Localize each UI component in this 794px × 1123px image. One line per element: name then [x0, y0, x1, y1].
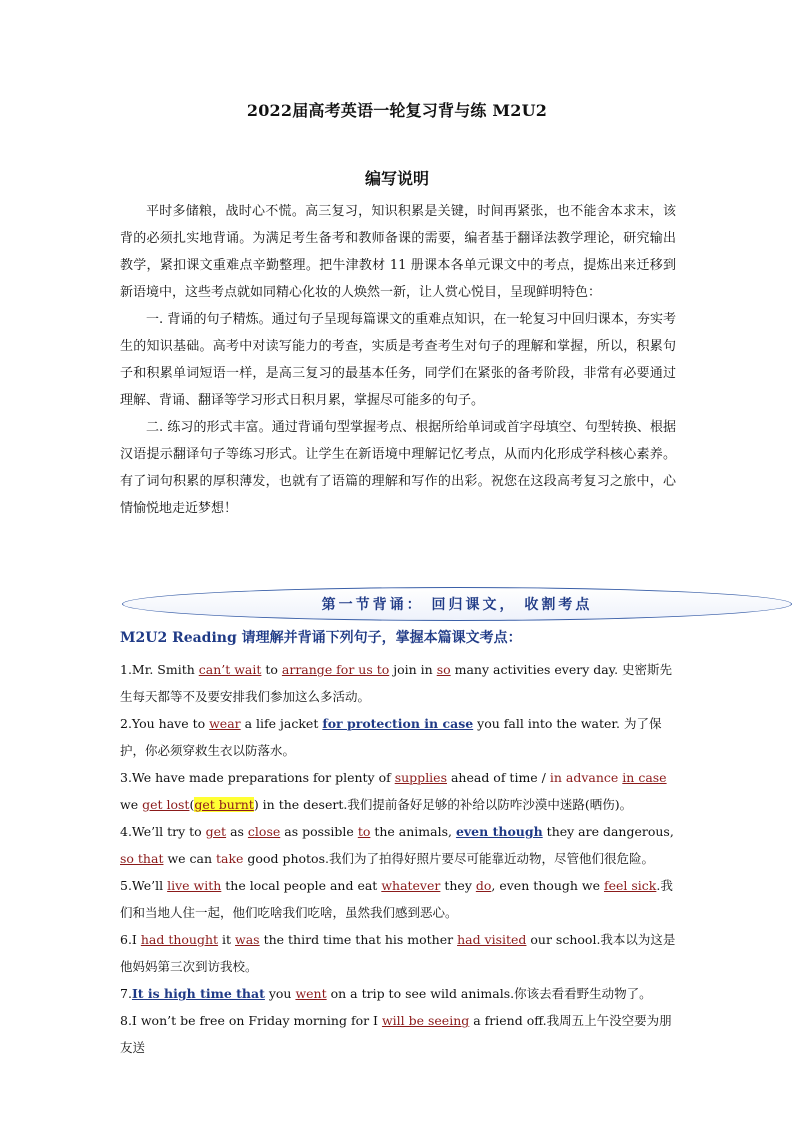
section-banner — [122, 587, 792, 621]
key-structure: even though — [455, 824, 543, 839]
document-title: 2022届高考英语一轮复习背与练 M2U2 — [246, 101, 548, 120]
sentence-text: ahead of time / — [447, 770, 550, 785]
sentence-text: you fall into the water. 为了保护，你必须穿救生衣以防落水。 — [120, 716, 662, 758]
sentence-text: , even though we — [491, 878, 604, 893]
sentence-text: .我们和当地人住一起，他们吃啥我们吃啥，虽然我们感到恶心。 — [120, 878, 673, 920]
sentence-item — [120, 818, 680, 872]
key-structure: for protection in case — [322, 716, 474, 731]
key-phrase: to — [357, 824, 371, 839]
key-phrase: arrange for us to — [281, 662, 390, 677]
sentence-text: 1.Mr. Smith — [120, 662, 199, 677]
sentence-item — [120, 656, 680, 710]
sentence-text: they — [440, 878, 476, 893]
sentence-text: the third time that his mother — [259, 932, 458, 947]
sentence-text: join in — [389, 662, 437, 677]
key-phrase: will be seeing — [381, 1013, 470, 1028]
sentence-text: as — [226, 824, 248, 839]
key-structure: It is high time that — [131, 986, 265, 1001]
document-subtitle: 编写说明 — [364, 169, 429, 188]
sentence-text: we can — [163, 851, 216, 866]
sentence-text: the animals, — [370, 824, 456, 839]
sentence-text: 2.You have to — [120, 716, 210, 731]
sentence-text: we — [120, 797, 143, 812]
key-phrase: in case — [622, 770, 667, 785]
key-phrase: live with — [167, 878, 222, 893]
sentence-item — [120, 980, 680, 1007]
sentence-text: 7. — [120, 986, 132, 1001]
sentence-text: 8.I won’t be free on Friday morning for I — [120, 1013, 382, 1028]
intro-paragraph-3: 二. 练习的形式丰富。通过背诵句型掌握考点、根据所给单词或首字母填空、句型转换、根据汉语提示翻译句子等练习形式。让学生在新语境中理解记忆考点，从而内化形成学科核心素养。有了词句积累的厚积薄发，也就有了语篇的理解和写作的出彩。祝您在这段高考复习之旅中，心情愉悦地走近梦想！ — [120, 420, 676, 516]
sentence-item — [120, 926, 680, 980]
sentence-item — [120, 1007, 680, 1061]
key-phrase: can’t wait — [198, 662, 262, 677]
sentence-text: many activities every day. 史密斯先生每天都等不及要安排我们参加这么多活动。 — [120, 662, 673, 704]
sentence-item — [120, 764, 680, 818]
sentence-text: on a trip to see wild animals.你该去看看野生动物了。 — [326, 986, 652, 1001]
intro-section — [120, 198, 676, 522]
key-phrase: get — [205, 824, 227, 839]
section-banner-label: 第一节背诵： 回归课文， 收割考点 — [321, 597, 593, 613]
sentence-text: 5.We’ll — [120, 878, 168, 893]
sentence-text: 4.We’ll try to — [120, 824, 206, 839]
sentence-text: you — [264, 986, 296, 1001]
sentence-text: a friend off.我周五上午没空要为朋友送 — [120, 1013, 672, 1055]
sentence-text: to — [261, 662, 282, 677]
key-phrase: feel sick — [603, 878, 657, 893]
sentence-item — [120, 710, 680, 764]
key-phrase: get lost — [142, 797, 190, 812]
sentence-text: it — [218, 932, 236, 947]
key-phrase: take — [216, 851, 244, 866]
key-phrase: close — [247, 824, 281, 839]
sentence-list — [120, 656, 680, 1061]
key-phrase: was — [235, 932, 260, 947]
highlighted-phrase: get burnt — [194, 797, 254, 812]
key-phrase: supplies — [394, 770, 447, 785]
key-phrase: went — [295, 986, 327, 1001]
key-phrase: had thought — [140, 932, 219, 947]
key-phrase: whatever — [381, 878, 441, 893]
section-heading-unit: M2U2 Reading — [120, 630, 237, 646]
sentence-text: they are dangerous, — [542, 824, 674, 839]
key-phrase: so that — [120, 851, 164, 866]
sentence-text: 3.We have made preparations for plenty of — [120, 770, 395, 785]
sentence-text: as possible — [280, 824, 358, 839]
sentence-item — [120, 872, 680, 926]
sentence-text: 6.I — [120, 932, 141, 947]
sentence-text: ( — [189, 797, 195, 812]
sentence-text: ) in the desert.我们提前备好足够的补给以防咋沙漠中迷路(晒伤)。 — [253, 797, 633, 812]
sentence-text: a life jacket — [240, 716, 323, 731]
section-heading — [120, 627, 522, 647]
key-phrase: wear — [209, 716, 241, 731]
key-phrase: so — [436, 662, 451, 677]
section-heading-instruction: 请理解并背诵下列句子，掌握本篇课文考点： — [241, 630, 522, 646]
key-phrase: do — [475, 878, 492, 893]
sentence-text: the local people and eat — [221, 878, 382, 893]
sentence-text: our school.我本以为这是他妈妈第三次到访我校。 — [120, 932, 676, 974]
key-phrase: had visited — [457, 932, 527, 947]
intro-paragraph-1: 平时多储粮，战时心不慌。高三复习，知识积累是关键，时间再紧张，也不能舍本求末，该背的必须扎实地背诵。为满足考生备考和教师备课的需要，编者基于翻译法教学理论，研究输出教学，紧扣课文重难点辛勤整理。把牛津教材 11 册课本各单元课文中的考点，提炼出来迁移到新语境中，这些考点就如同精心化妆的人焕然一新，让人赏心悦目，呈现鲜明特色： — [120, 204, 676, 300]
intro-paragraph-2: 一. 背诵的句子精炼。通过句子呈现每篇课文的重难点知识，在一轮复习中回归课本，夯实考生的知识基础。高考中对读写能力的考查，实质是考查考生对句子的理解和掌握，所以，积累句子和积累单词短语一样，是高三复习的最基本任务，同学们在紧张的备考阶段，非常有必要通过理解、背诵、翻译等学习形式日积月累，掌握尽可能多的句子。 — [120, 312, 676, 408]
sentence-text: good photos.我们为了拍得好照片要尽可能靠近动物，尽管他们很危险。 — [243, 851, 654, 866]
key-phrase: in advance — [549, 770, 619, 785]
